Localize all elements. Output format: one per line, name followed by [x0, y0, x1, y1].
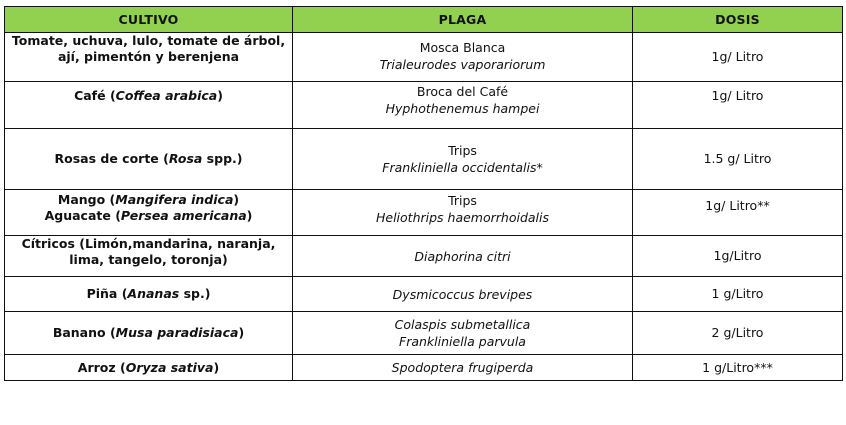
- plaga-scientific-name: Spodoptera frugiperda: [391, 360, 534, 375]
- cultivo-suffix: ): [246, 207, 253, 223]
- dosis-cell: [633, 82, 843, 129]
- dosis-cell: [633, 312, 843, 355]
- dosis-value: 1g/Litro: [713, 248, 762, 263]
- cultivo-cell: [5, 33, 293, 82]
- cultivo-prefix: Banano (: [52, 325, 116, 341]
- cultivo-scientific-name: Oryza sativa: [125, 360, 214, 375]
- plaga-cell: [293, 236, 633, 277]
- cultivo-prefix: Rosas de corte (: [54, 151, 169, 167]
- table-row: [5, 355, 843, 381]
- dosis-value: 1g/ Litro: [711, 49, 764, 64]
- cultivo-scientific-name: Coffea arabica: [115, 88, 218, 103]
- pest-dosage-table: [4, 6, 843, 381]
- cultivo-prefix: Arroz (: [77, 360, 126, 375]
- dosis-cell: [633, 236, 843, 277]
- cultivo-scientific-name: Persea americana: [120, 207, 247, 223]
- plaga-scientific-name: Hyphothenemus hampei: [385, 101, 540, 116]
- plaga-scientific-name: Dysmicoccus brevipes: [392, 286, 533, 302]
- table-row: [5, 129, 843, 190]
- dosis-cell: [633, 355, 843, 381]
- table-row: [5, 82, 843, 129]
- plaga-common-name: Trips: [448, 143, 477, 158]
- cultivo-prefix: Aguacate (: [44, 207, 121, 223]
- cultivo-scientific-name: Mangifera indica: [115, 192, 234, 207]
- cultivo-line-aguacate: [8, 208, 289, 224]
- column-header-cultivo: CULTIVO: [5, 7, 293, 33]
- table-row: [5, 277, 843, 312]
- cultivo-prefix: Café (: [74, 88, 116, 103]
- cultivo-cell: [5, 312, 293, 355]
- plaga-scientific-name: Heliothrips haemorrhoidalis: [375, 210, 549, 225]
- plaga-common-name: Trips: [448, 193, 477, 208]
- plaga-scientific-name: Trialeurodes vaporariorum: [379, 57, 546, 72]
- cultivo-suffix: ): [213, 360, 220, 375]
- dosis-cell: [633, 190, 843, 236]
- dosis-value: 1g/ Litro**: [705, 198, 770, 213]
- cultivo-scientific-name: Ananas: [127, 286, 180, 302]
- plaga-scientific-name: Colaspis submetallica: [394, 317, 531, 332]
- dosis-value: 2 g/Litro: [711, 325, 764, 340]
- plaga-cell: [293, 82, 633, 129]
- plaga-scientific-name: Frankliniella parvula: [399, 334, 526, 349]
- table-row: [5, 312, 843, 355]
- table-row: [5, 236, 843, 277]
- dosis-cell: [633, 33, 843, 82]
- cultivo-suffix: ): [238, 325, 245, 341]
- cultivo-cell: [5, 236, 293, 277]
- plaga-cell: [293, 129, 633, 190]
- cultivo-suffix: ): [217, 88, 223, 103]
- cultivo-suffix: ): [233, 192, 240, 207]
- plaga-cell: [293, 190, 633, 236]
- plaga-common-name: Mosca Blanca: [419, 40, 506, 55]
- column-header-dosis: DOSIS: [633, 7, 843, 33]
- dosis-cell: [633, 277, 843, 312]
- table-row: [5, 190, 843, 236]
- cultivo-cell: [5, 355, 293, 381]
- cultivo-cell: [5, 277, 293, 312]
- dosis-cell: [633, 129, 843, 190]
- cultivo-cell: [5, 82, 293, 129]
- cultivo-scientific-name: Musa paradisiaca: [115, 325, 239, 341]
- cultivo-scientific-name: Rosa: [168, 151, 203, 167]
- plaga-scientific-name: Frankliniella occidentalis*: [382, 160, 543, 175]
- plaga-cell: [293, 277, 633, 312]
- cultivo-text: Tomate, uchuva, lulo, tomate de árbol, ají, pimentón y berenjena: [11, 33, 286, 64]
- plaga-common-name: Broca del Café: [416, 84, 509, 99]
- cultivo-cell: [5, 129, 293, 190]
- cultivo-cell: [5, 190, 293, 236]
- table-row: [5, 33, 843, 82]
- plaga-cell: [293, 33, 633, 82]
- dosis-value: 1.5 g/ Litro: [703, 151, 772, 166]
- plaga-cell: [293, 355, 633, 381]
- plaga-scientific-name: Diaphorina citri: [414, 248, 511, 264]
- cultivo-prefix: Mango (: [57, 192, 116, 207]
- cultivo-suffix: spp.): [202, 151, 243, 167]
- column-header-plaga: PLAGA: [293, 7, 633, 33]
- plaga-cell: [293, 312, 633, 355]
- dosis-value: 1 g/Litro***: [702, 360, 773, 375]
- cultivo-line-mango: [8, 192, 289, 208]
- dosis-value: 1g/ Litro: [711, 88, 764, 103]
- cultivo-prefix: Piña (: [86, 286, 128, 302]
- table-header-row: [5, 7, 843, 33]
- cultivo-text: Cítricos (Limón,mandarina, naranja, lima, tangelo, toronja): [21, 236, 276, 267]
- cultivo-suffix: sp.): [179, 286, 211, 302]
- dosis-value: 1 g/Litro: [711, 286, 764, 301]
